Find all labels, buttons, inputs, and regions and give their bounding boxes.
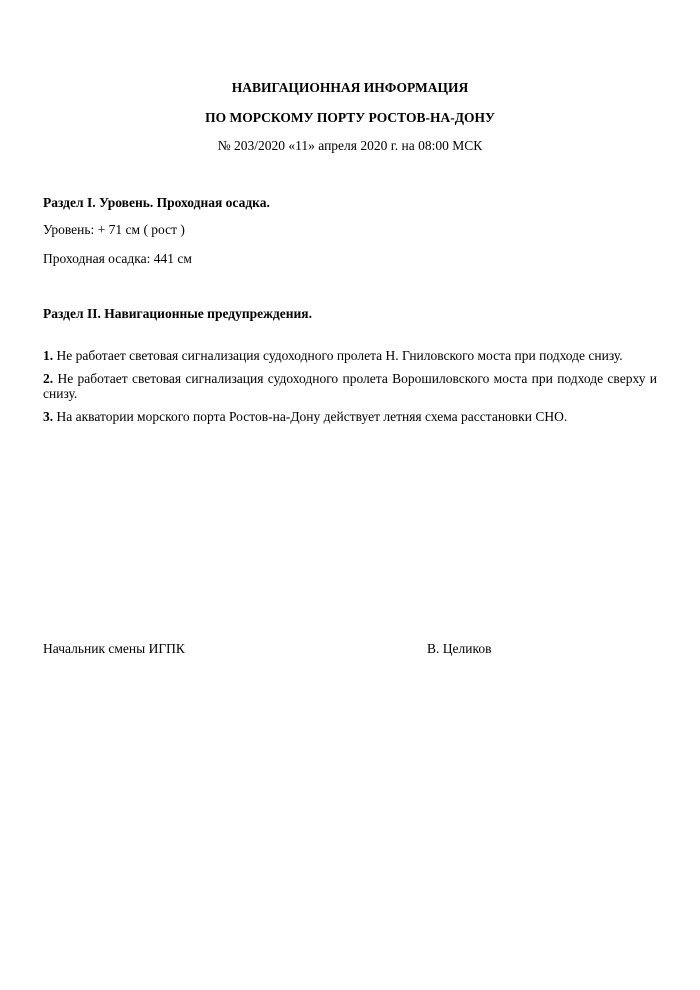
document-title-line-2: ПО МОРСКОМУ ПОРТУ РОСТОВ-НА-ДОНУ	[205, 110, 495, 125]
warning-text: Не работает световая сигнализация судоходного пролета Ворошиловского моста при подходе сверху и снизу.	[43, 371, 657, 401]
section-1-heading: Раздел I. Уровень. Проходная осадка.	[43, 195, 270, 210]
warning-item	[43, 348, 657, 363]
warning-number: 2.	[43, 371, 54, 386]
document-number-date: № 203/2020 «11» апреля 2020 г. на 08:00 МСК	[217, 138, 483, 153]
warning-text: Не работает световая сигнализация судоходного пролета Н. Гниловского моста при подходе снизу.	[53, 348, 623, 363]
warning-item	[43, 371, 657, 401]
signature-name: В. Целиков	[427, 641, 492, 656]
warning-number: 3.	[43, 409, 54, 424]
water-level: Уровень: + 71 см ( рост )	[43, 222, 185, 237]
warnings-list	[43, 348, 657, 432]
warning-item	[43, 409, 657, 424]
warning-number: 1.	[43, 348, 54, 363]
passage-draft: Проходная осадка: 441 см	[43, 251, 192, 266]
document-title-line-1: НАВИГАЦИОННАЯ ИНФОРМАЦИЯ	[231, 80, 469, 95]
section-2-heading: Раздел II. Навигационные предупреждения.	[43, 306, 312, 321]
signature-position: Начальник смены ИГПК	[43, 641, 185, 656]
warning-text: На акватории морского порта Ростов-на-Дону действует летняя схема расстановки СНО.	[53, 409, 568, 424]
